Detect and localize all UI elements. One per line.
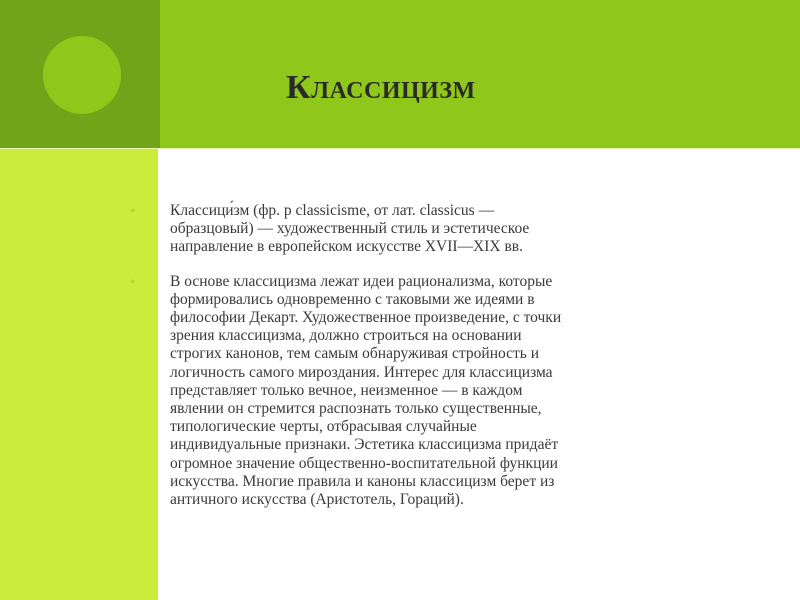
bullet-line: индивидуальные признаки. Эстетика классицизма придаёт [170, 436, 559, 454]
bullet-line: формировались одновременно с таковыми же идеями в [170, 290, 535, 308]
bullet-line: типологические черты, отбрасывая случайные [170, 418, 477, 436]
bullet-line: В основе классицизма лежат идеи рационализма, которые [170, 272, 553, 290]
bullet-item [130, 202, 670, 257]
header-left-block [0, 0, 160, 148]
left-accent-strip [0, 148, 158, 600]
bullet-line: зрения классицизма, должно строиться на основании [170, 327, 522, 345]
decorative-circle [43, 36, 121, 114]
bullet-line: огромное значение общественно-воспитательной функции [170, 454, 558, 472]
bullet-line: Классици́зм (фр. р classicisme, от лат. classicus — [170, 202, 495, 219]
bullet-dot-icon: ● [130, 275, 136, 286]
bullet-line: образцовый) — художественный стиль и эстетическое [170, 220, 530, 238]
bullet-line: представляет только вечное, неизменное — в каждом [170, 381, 523, 399]
bullet-line: логичность самого мироздания. Интерес для классицизма [170, 363, 553, 381]
header-divider [0, 148, 800, 149]
bullet-dot-icon: ● [130, 205, 136, 215]
bullet-line: явлении он стремится распознать только существенные, [170, 400, 542, 418]
bullet-line: философии Декарт. Художественное произведение, с точки [170, 309, 562, 327]
bullet-line: направление в европейском искусстве XVII—XIX вв. [170, 238, 523, 256]
bullet-line: строгих канонов, тем самым обнаруживая стройность и [170, 345, 540, 363]
bullet-line: искусства. Многие правила и каноны классицизм берет из [170, 472, 555, 490]
slide-title: Классицизм [286, 69, 476, 106]
bullet-line: античного искусства (Аристотель, Гораций). [170, 491, 464, 509]
bullet-item [130, 272, 670, 510]
slide-content [130, 202, 670, 525]
